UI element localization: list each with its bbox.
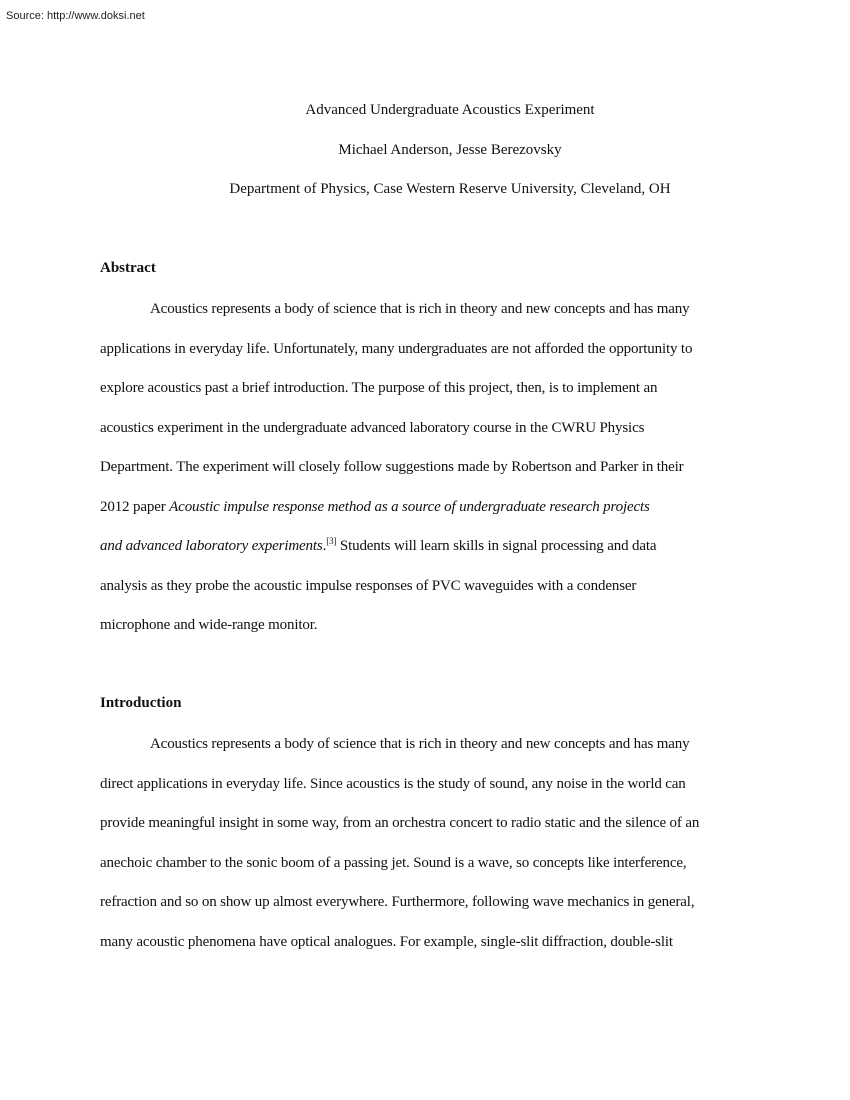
introduction-paragraph: [100, 725, 740, 962]
abstract-line: Department. The experiment will closely follow suggestions made by Robertson and Parker in their: [100, 459, 684, 475]
abstract-line: Acoustics represents a body of science that is rich in theory and new concepts and has many: [150, 301, 690, 317]
abstract-text: 2012 paper: [100, 498, 170, 515]
abstract-line: [100, 488, 740, 528]
abstract-text: .: [322, 538, 327, 554]
introduction-line: many acoustic phenomena have optical analogues. For example, single-slit diffraction, double-slit: [100, 933, 673, 950]
paper-title: Advanced Undergraduate Acoustics Experiment: [305, 102, 595, 118]
citation-reference: [3]: [326, 536, 337, 546]
paper-authors: Michael Anderson, Jesse Berezovsky: [338, 142, 562, 158]
paper-affiliation: Department of Physics, Case Western Reserve University, Cleveland, OH: [229, 181, 671, 197]
introduction-line: anechoic chamber to the sonic boom of a passing jet. Sound is a wave, so concepts like interference,: [100, 854, 687, 871]
abstract-line: microphone and wide-range monitor.: [100, 617, 318, 633]
cited-paper-title: Acoustic impulse response method as a source of undergraduate research projects: [169, 498, 650, 515]
introduction-line: direct applications in everyday life. Since acoustics is the study of sound, any noise in the world can: [100, 775, 686, 792]
introduction-line: provide meaningful insight in some way, from an orchestra concert to radio static and the silence of an: [100, 815, 700, 831]
abstract-line: applications in everyday life. Unfortunately, many undergraduates are not afforded the opportunity to: [100, 340, 693, 357]
abstract-line: acoustics experiment in the undergraduate advanced laboratory course in the CWRU Physics: [100, 419, 645, 436]
introduction-line: refraction and so on show up almost everywhere. Furthermore, following wave mechanics in general,: [100, 894, 695, 910]
abstract-line: [100, 527, 740, 567]
source-note: Source: http://www.doksi.net: [6, 10, 145, 22]
cited-paper-title: and advanced laboratory experiments: [100, 538, 323, 554]
abstract-paragraph: [100, 290, 740, 646]
abstract-line: analysis as they probe the acoustic impulse responses of PVC waveguides with a condenser: [100, 577, 637, 594]
abstract-text: Students will learn skills in signal processing and data: [336, 538, 657, 554]
introduction-line: Acoustics represents a body of science that is rich in theory and new concepts and has many: [150, 736, 690, 752]
introduction-heading: Introduction: [100, 695, 182, 711]
abstract-heading: Abstract: [100, 260, 156, 276]
abstract-line: explore acoustics past a brief introduction. The purpose of this project, then, is to implement an: [100, 380, 658, 396]
